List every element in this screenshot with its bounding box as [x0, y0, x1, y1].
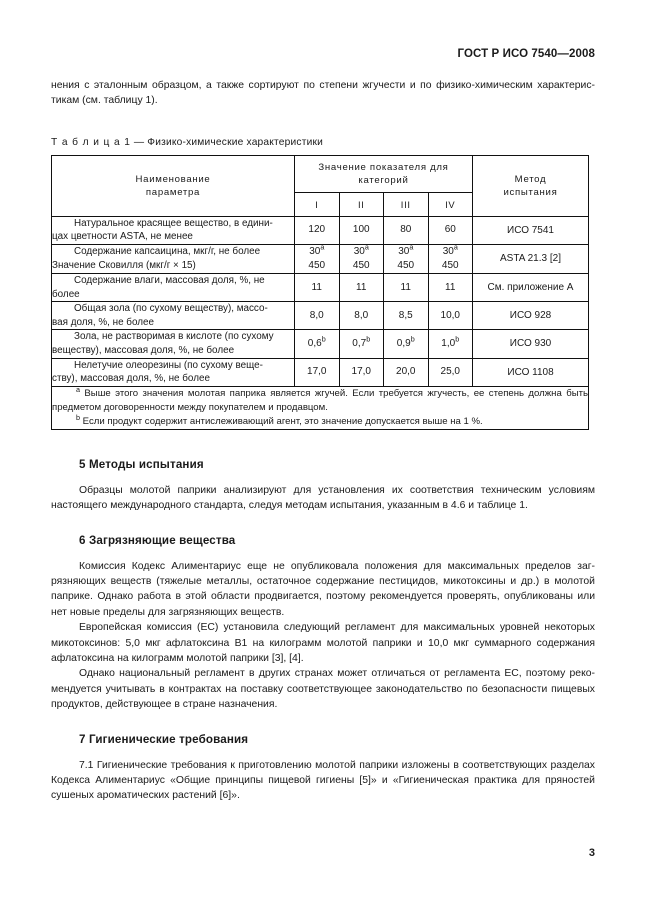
row-value-category-4	[428, 358, 473, 386]
section-6-paragraph-1: Комиссия Кодекс Алиментариус еще не опубликовала положения для максимальных пределов загрязняющих веществ (тяжелые металлы, остаточное содержание пестицидов, микотоксины и др.) в молотой паприке. Однако работа в этой области продвигается, поэтому рекомендуется проверять, опубликованы или нет новые пределы для загрязняющих веществ.	[51, 560, 595, 618]
value-text: 11	[445, 281, 456, 293]
row-value-category-1	[295, 358, 340, 386]
row-test-method: ИСО 930	[473, 330, 589, 358]
table-row	[52, 330, 589, 358]
row-value-category-3	[384, 302, 429, 330]
page-content	[51, 78, 595, 804]
value-text: 8,0	[354, 309, 369, 321]
row-value-category-4	[428, 302, 473, 330]
table-header-row-1	[52, 155, 589, 192]
value-text: 17,0	[351, 366, 371, 378]
row-parameter-line2: ству), массовая доля, %, не более	[52, 373, 210, 385]
row-test-method: ИСО 928	[473, 302, 589, 330]
value-number: 30	[353, 246, 365, 257]
spacer	[51, 547, 595, 559]
row-parameter	[52, 358, 295, 386]
page-number: 3	[588, 847, 595, 859]
row-parameter-line1: Содержание капсаицина, мкг/г, не более	[74, 246, 261, 258]
physico-chemical-characteristics-table	[51, 155, 589, 430]
table-row	[52, 358, 589, 386]
table-caption-title: — Физико-химические характеристики	[130, 136, 324, 148]
row-parameter-line1: Зола, не растворимая в кислоте (по сухому	[74, 331, 274, 343]
row-parameter	[52, 330, 295, 358]
value-text: 8,5	[398, 309, 413, 321]
row-value-category-2	[339, 302, 384, 330]
row-value-category-3	[384, 242, 429, 274]
value-text-second: 450	[352, 260, 370, 271]
value-text-second: 450	[308, 260, 326, 271]
spacer	[51, 471, 595, 483]
value-text: 11	[311, 281, 322, 293]
row-value-category-2	[339, 274, 384, 302]
value-text	[429, 334, 473, 351]
section-7-paragraph-1: 7.1 Гигиенические требования к приготовлению молотой паприки изложены в соответствующих разделах Кодекса Алиментариус «Общие принципы пищевой гигиены [5]» и «Гигиеническая практика для пряностей сушеных ароматических растений [6]».	[51, 759, 595, 802]
row-value-category-3	[384, 330, 429, 358]
header-category-4: IV	[428, 192, 473, 216]
row-parameter	[52, 216, 295, 244]
footnote-marker-b: b	[76, 412, 80, 422]
footnote-ref-b: b	[321, 334, 326, 344]
row-value-category-1	[295, 330, 340, 358]
table-body	[52, 216, 589, 429]
section-5-paragraph-1: Образцы молотой паприки анализируют для установления их соответствия техническим условиям настоящего международного стандарта, следуя методам испытания, указанным в 4.6 и таблице 1.	[51, 484, 595, 512]
row-value-category-1	[295, 302, 340, 330]
footnote-ref-b: b	[366, 334, 371, 344]
table-row	[52, 274, 589, 302]
spacer	[51, 109, 595, 137]
row-test-method: ИСО 1108	[473, 358, 589, 386]
table-head	[52, 155, 589, 216]
header-category-2: II	[339, 192, 384, 216]
header-test-method-line1: Метод	[514, 173, 547, 185]
row-parameter-line2: вая доля, %, не более	[52, 316, 154, 328]
spacer	[51, 713, 595, 733]
header-test-method	[473, 155, 589, 216]
value-text: 8,0	[309, 309, 324, 321]
row-value-category-3	[384, 216, 429, 244]
value-number: 0,7	[352, 337, 367, 349]
row-value-category-3	[384, 358, 429, 386]
section-heading-7: 7 Гигиенические требования	[79, 732, 249, 746]
header-value-group	[295, 155, 473, 192]
footnote-ref-a: a	[453, 242, 458, 252]
row-parameter	[52, 245, 295, 274]
header-category-3: III	[384, 192, 429, 216]
row-value-category-4	[428, 242, 473, 274]
row-value-category-4	[428, 330, 473, 358]
row-value-category-4	[428, 216, 473, 244]
spacer	[51, 746, 595, 758]
header-category-1: I	[295, 192, 340, 216]
row-test-method: ASTA 21.3 [2]	[473, 245, 589, 274]
row-value-category-4	[428, 274, 473, 302]
intro-paragraph: нения с эталонным образцом, а также сортируют по степени жгучести и по физико-химическим характеристикам (см. таблицу 1).	[51, 80, 595, 107]
footnote-ref-a: a	[320, 242, 325, 252]
row-parameter-line2: Значение Сковилля (мкг/г × 15)	[52, 260, 196, 271]
footnote-b-text: Если продукт содержит антислеживающий агент, это значение допускается выше на 1 %.	[80, 415, 483, 427]
row-value-category-2	[339, 242, 384, 274]
footnote-ref-b: b	[410, 334, 415, 344]
footnote-ref-a: a	[409, 242, 414, 252]
row-value-category-3	[384, 274, 429, 302]
row-parameter-line1: Общая зола (по сухому веществу), массо-	[74, 303, 268, 315]
table-row	[52, 302, 589, 330]
standard-identifier: ГОСТ Р ИСО 7540—2008	[457, 48, 595, 60]
row-value-category-2	[339, 216, 384, 244]
value-text: 60	[444, 224, 456, 236]
row-value-category-2	[339, 358, 384, 386]
value-text: 80	[400, 224, 412, 236]
row-test-method: См. приложение А	[473, 274, 589, 302]
table-row	[52, 216, 589, 244]
table-caption	[51, 137, 595, 148]
table-footnotes	[52, 386, 589, 429]
row-parameter	[52, 274, 295, 302]
page-header	[51, 44, 595, 64]
row-parameter-line1: Нелетучие олеорезины (по сухому веще-	[74, 359, 263, 371]
value-text: 100	[352, 224, 370, 236]
value-number: 30	[398, 246, 410, 257]
row-test-method: ИСО 7541	[473, 216, 589, 244]
value-text	[295, 334, 339, 351]
footnote-a	[52, 384, 588, 415]
section-6-paragraph-2: Европейская комиссия (ЕС) установила следующий регламент для максимальных уровней некоторых микотоксинов: 5,0 мкг афлатоксина В1 на килограмм молотой паприки и 10,0 мкг суммарного содержания афлатоксина на килограмм молотой паприки [3], [4].	[51, 622, 595, 664]
header-parameter-name-line1: Наименование	[135, 173, 211, 185]
value-text: 25,0	[440, 366, 460, 378]
header-parameter-name-line2: параметра	[145, 186, 201, 198]
row-value-category-1	[295, 274, 340, 302]
table-row	[52, 245, 589, 274]
row-parameter-line2: цах цветности ASTA, не менее	[52, 231, 193, 243]
row-value-category-2	[339, 330, 384, 358]
footnote-ref-a: a	[364, 242, 369, 252]
header-value-group-line2: категорий	[358, 174, 409, 186]
row-value-category-1	[295, 242, 340, 274]
value-text	[429, 242, 473, 259]
value-text-second: 450	[397, 260, 415, 271]
value-text	[340, 242, 384, 259]
row-value-category-1	[295, 216, 340, 244]
value-number: 30	[442, 246, 454, 257]
table-caption-label: Т а б л и ц а 1	[51, 136, 131, 148]
footnote-marker-a: a	[76, 384, 80, 394]
value-number: 30	[309, 246, 321, 257]
section-heading-6: 6 Загрязняющие вещества	[79, 533, 236, 547]
value-text	[295, 242, 339, 259]
value-text: 10,0	[440, 309, 460, 321]
value-number: 0,9	[396, 337, 411, 349]
value-text: 11	[356, 281, 367, 293]
section-6-paragraph-3: Однако национальный регламент в других странах может отличаться от регламента ЕС, поэтому рекомендуется учитывать в контрактах на поставку соответствующее законодательство по безопасности пищевых продуктов, действующее в стране назначения.	[51, 668, 595, 711]
header-test-method-line2: испытания	[503, 186, 558, 198]
value-number: 0,6	[307, 337, 322, 349]
footnote-a-text: Выше этого значения молотая паприка является жгучей. Если требуется жгучесть, ее степень должна быть предметом договоренности между покупателем и продавцом.	[52, 387, 588, 413]
spacer	[51, 514, 595, 534]
value-text: 20,0	[396, 366, 416, 378]
row-parameter-line2: веществу), массовая доля, %, не более	[52, 344, 235, 356]
value-text: 17,0	[307, 366, 327, 378]
row-parameter-line1: Содержание влаги, массовая доля, %, не	[74, 275, 265, 286]
value-text	[384, 334, 428, 351]
table-footnotes-row	[52, 386, 589, 429]
row-parameter	[52, 302, 295, 330]
footnote-b	[52, 412, 588, 429]
header-parameter-name	[52, 155, 295, 216]
value-text	[384, 242, 428, 259]
spacer	[51, 430, 595, 458]
value-text: 120	[308, 224, 326, 236]
row-parameter-line2: более	[52, 288, 80, 300]
value-text-second: 450	[441, 260, 459, 271]
value-text	[340, 334, 384, 351]
value-number: 1,0	[441, 337, 456, 349]
header-value-group-line1: Значение показателя для	[318, 161, 449, 173]
section-heading-5: 5 Методы испытания	[79, 457, 204, 471]
row-parameter-line1: Натуральное красящее вещество, в едини-	[74, 217, 273, 229]
footnote-ref-b: b	[455, 334, 460, 344]
value-text: 11	[400, 281, 411, 293]
